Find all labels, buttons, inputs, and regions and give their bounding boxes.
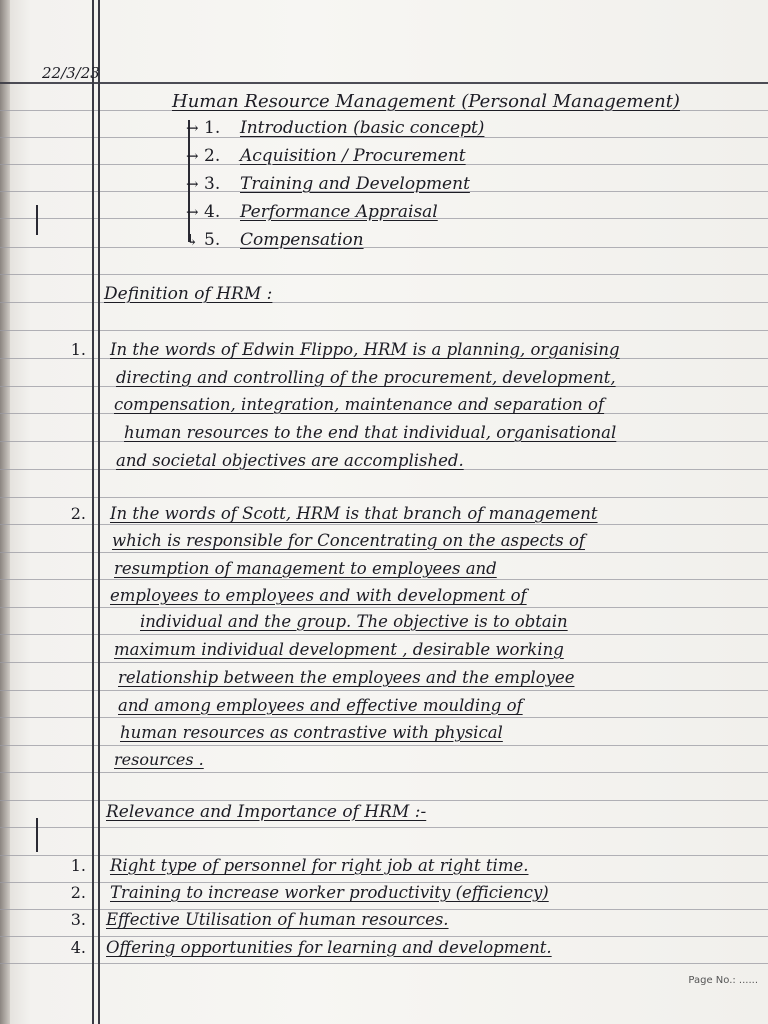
definition-line: In the words of Edwin Flippo, HRM is a planning, organising [110, 340, 620, 359]
rule-line [0, 552, 768, 553]
arrow-icon: ↳ [186, 231, 199, 249]
rule-line [0, 607, 768, 608]
definition-line: and among employees and effective moulding of [118, 696, 523, 715]
rule-line [0, 772, 768, 773]
page-edge-shadow [0, 0, 10, 1024]
arrow-icon: → [186, 203, 199, 221]
definition-number: 1. [70, 340, 86, 359]
rule-line [0, 717, 768, 718]
definition-line: which is responsible for Concentrating on the aspects of [112, 531, 585, 550]
relevance-number: 1. [70, 856, 86, 875]
outline-item-text: Performance Appraisal [240, 202, 438, 222]
relevance-item: Effective Utilisation of human resources. [106, 910, 449, 929]
rule-line [0, 247, 768, 248]
outline-num: 3. [204, 174, 221, 194]
relevance-number: 3. [70, 910, 86, 929]
definition-line: maximum individual development , desirable working [114, 640, 564, 659]
arrow-icon: → [186, 147, 199, 165]
margin-line-right [98, 0, 100, 1024]
margin-line-left [92, 0, 94, 1024]
relevance-item: Training to increase worker productivity (efficiency) [110, 883, 549, 902]
relevance-item: Right type of personnel for right job at right time. [110, 856, 529, 875]
outline-item-text: Compensation [240, 230, 364, 250]
outline-num: 2. [204, 146, 221, 166]
rule-line [0, 330, 768, 331]
page-date: 22/3/23 [42, 64, 100, 82]
relevance-heading: Relevance and Importance of HRM :- [106, 802, 427, 822]
relevance-item: Offering opportunities for learning and development. [106, 938, 552, 957]
definition-line: directing and controlling of the procurement, development, [116, 368, 616, 387]
rule-line [0, 800, 768, 801]
definition-line: employees to employees and with development of [110, 586, 527, 605]
rule-line [0, 634, 768, 635]
outline-item-text: Training and Development [240, 174, 470, 194]
outline-item-text: Introduction (basic concept) [240, 118, 485, 138]
rule-line [0, 274, 768, 275]
outline-item-text: Acquisition / Procurement [240, 146, 466, 166]
rule-line [0, 827, 768, 828]
rule-line [0, 497, 768, 498]
definition-number: 2. [70, 504, 86, 523]
definition-line: compensation, integration, maintenance and separation of [114, 395, 605, 414]
arrow-icon: → [186, 119, 199, 137]
header-rule [0, 82, 768, 84]
definition-line: resources . [114, 750, 204, 769]
margin-tick-mark [36, 818, 38, 852]
margin-tick-mark [36, 205, 38, 235]
outline-num: 1. [204, 118, 221, 138]
definition-line: resumption of management to employees and [114, 559, 497, 578]
outline-num: 4. [204, 202, 221, 222]
outline-num: 5. [204, 230, 221, 250]
rule-line [0, 690, 768, 691]
rule-line [0, 579, 768, 580]
arrow-icon: → [186, 175, 199, 193]
definition-line: individual and the group. The objective is to obtain [140, 612, 568, 631]
definition-line: human resources as contrastive with physical [120, 723, 503, 742]
definition-line: In the words of Scott, HRM is that branch of management [110, 504, 598, 523]
definition-line: human resources to the end that individual, organisational [124, 423, 617, 442]
page-title: Human Resource Management (Personal Management) [172, 91, 680, 112]
page-number-label: Page No.: ...... [688, 975, 758, 986]
rule-line [0, 936, 768, 937]
definition-line: relationship between the employees and the employee [118, 668, 575, 687]
rule-line [0, 662, 768, 663]
rule-line [0, 963, 768, 964]
rule-line [0, 524, 768, 525]
definition-line: and societal objectives are accomplished. [116, 451, 464, 470]
definition-heading: Definition of HRM : [104, 284, 273, 304]
relevance-number: 4. [70, 938, 86, 957]
rule-line [0, 745, 768, 746]
relevance-number: 2. [70, 883, 86, 902]
